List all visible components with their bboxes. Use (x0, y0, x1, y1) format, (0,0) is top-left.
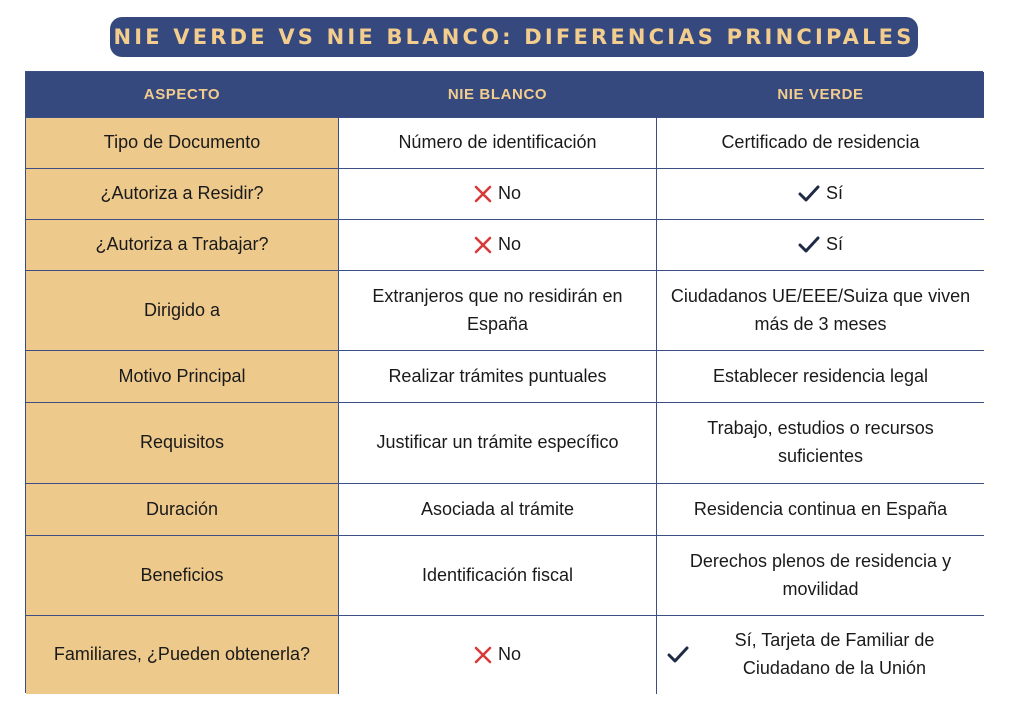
table-cell-row-aspect (26, 351, 339, 403)
table-cell-row-nie-blanco (339, 403, 657, 484)
cell-mark (798, 180, 843, 208)
table-cell-row-nie-verde (657, 536, 984, 616)
cell-text: Sí (825, 183, 843, 204)
table-cell-row-nie-verde (657, 484, 984, 536)
cell-mark (667, 627, 974, 683)
table-cell-row-nie-verde (657, 403, 984, 484)
cell-text: Requisitos (139, 432, 225, 453)
table-cell-row-nie-blanco (339, 118, 657, 169)
cell-text: Extranjeros que no residirán en España (372, 285, 623, 334)
table-cell-row-nie-blanco (339, 484, 657, 536)
cell-text: No (497, 234, 521, 255)
table-cell-row-nie-verde (657, 616, 984, 694)
table-cell-row-nie-verde (657, 118, 984, 169)
cell-text: Derechos plenos de residencia y movilidad (689, 550, 952, 599)
column-header-nie-blanco: NIE BLANCO (339, 72, 657, 118)
cell-text: Establecer residencia legal (712, 365, 929, 386)
check-icon (798, 185, 820, 203)
cell-text: ¿Autoriza a Trabajar? (95, 234, 269, 255)
cell-mark (474, 180, 521, 208)
table-cell-row-nie-verde (657, 351, 984, 403)
cell-text: Beneficios (140, 564, 224, 585)
cell-text: No (497, 644, 521, 665)
table-cell-row-nie-blanco (339, 169, 657, 220)
table-cell-row-nie-verde (657, 169, 984, 220)
cell-text: Motivo Principal (118, 365, 246, 386)
cell-text: Trabajo, estudios o recursos suficientes (707, 418, 934, 466)
page-title: NIE VERDE VS NIE BLANCO: DIFERENCIAS PRINCIPALES (113, 25, 915, 49)
table-cell-row-nie-blanco (339, 271, 657, 351)
table-cell-row-nie-blanco (339, 351, 657, 403)
check-icon (667, 646, 689, 664)
comparison-table (25, 71, 983, 693)
cross-icon (474, 646, 492, 664)
table-cell-row-nie-verde (657, 271, 984, 351)
cell-text: Identificación fiscal (421, 564, 574, 585)
page-title-banner (110, 17, 918, 57)
cell-text: Dirigido a (143, 299, 221, 320)
cell-text: Duración (145, 498, 219, 519)
cell-mark (474, 231, 521, 259)
table-cell-row-aspect (26, 220, 339, 271)
table-cell-row-nie-blanco (339, 536, 657, 616)
cell-text: Familiares, ¿Pueden obtenerla? (53, 644, 311, 665)
table-cell-row-aspect (26, 616, 339, 694)
cell-mark (798, 231, 843, 259)
column-header-aspecto: ASPECTO (26, 72, 339, 118)
column-header-nie-verde: NIE VERDE (657, 72, 984, 118)
cell-text: No (497, 183, 521, 204)
cell-text: Sí (825, 234, 843, 255)
table-cell-row-nie-blanco (339, 616, 657, 694)
cell-text: Tipo de Documento (103, 132, 261, 153)
cross-icon (474, 236, 492, 254)
cell-text: Sí, Tarjeta de Familiar de Ciudadano de la Unión (734, 630, 935, 678)
cell-text: Justificar un trámite específico (376, 432, 619, 453)
table-cell-row-aspect (26, 169, 339, 220)
table-cell-row-nie-verde (657, 220, 984, 271)
cell-text: Número de identificación (398, 132, 597, 153)
table-cell-row-aspect (26, 403, 339, 484)
cross-icon (474, 185, 492, 203)
table-cell-row-aspect (26, 271, 339, 351)
cell-text: ¿Autoriza a Residir? (100, 183, 264, 204)
cell-text: Realizar trámites puntuales (388, 365, 607, 386)
cell-text: Asociada al trámite (420, 498, 575, 519)
cell-text: Certificado de residencia (721, 132, 920, 153)
table-cell-row-aspect (26, 536, 339, 616)
table-cell-row-aspect (26, 484, 339, 536)
table-cell-row-nie-blanco (339, 220, 657, 271)
table-cell-row-aspect (26, 118, 339, 169)
check-icon (798, 236, 820, 254)
cell-text: Ciudadanos UE/EEE/Suiza que viven más de 3 meses (670, 285, 971, 334)
cell-text: Residencia continua en España (693, 498, 948, 519)
cell-mark (474, 641, 521, 669)
